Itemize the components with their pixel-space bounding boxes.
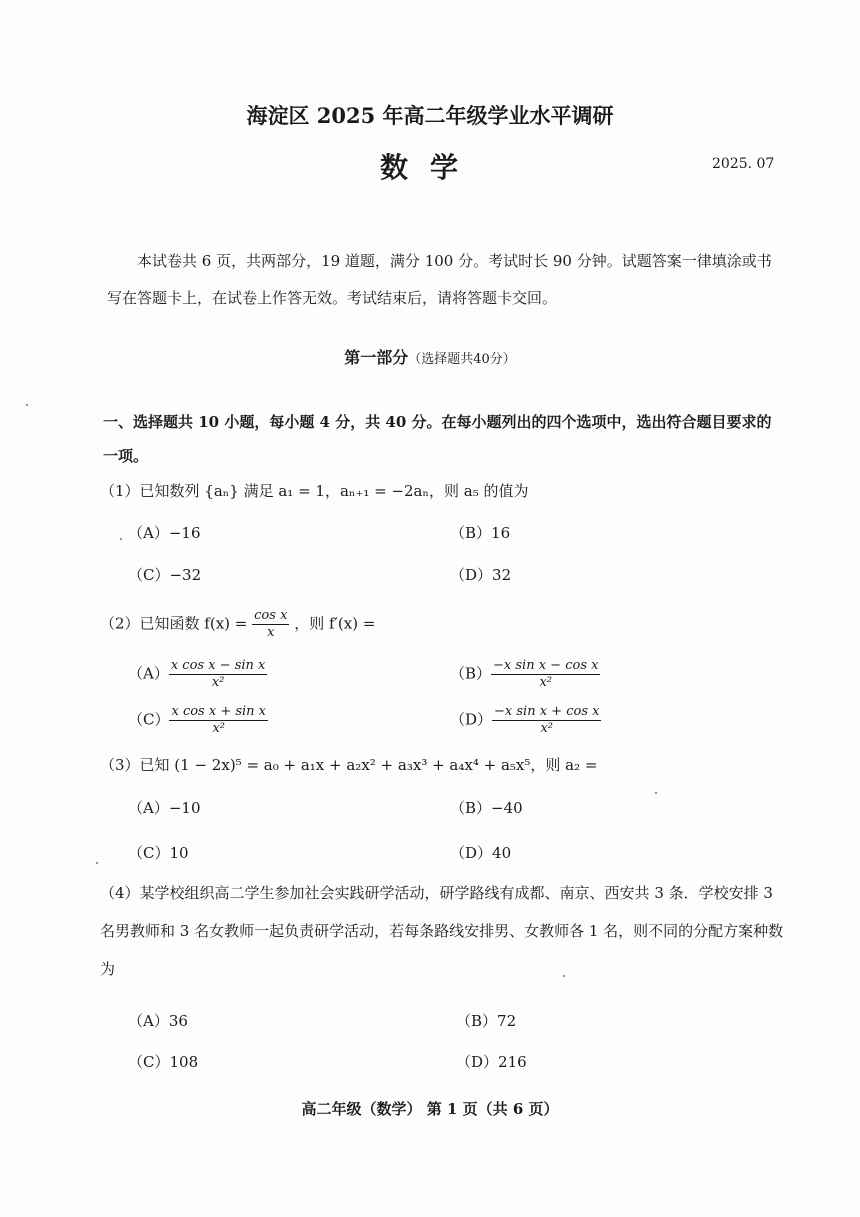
question-2-option-b	[450, 658, 600, 691]
scan-speck	[120, 538, 122, 540]
section-heading: 一、选择题共 10 小题，每小题 4 分，共 40 分。在每小题列出的四个选项中，选出符合题目要求的一项。	[103, 413, 772, 465]
option-fraction	[169, 658, 268, 691]
page-footer: 高二年级（数学） 第 1 页（共 6 页）	[301, 1100, 559, 1118]
question-1-option-c: （C）−32	[128, 566, 202, 584]
scan-speck	[96, 862, 98, 864]
exam-title: 海淀区 2025 年高二年级学业水平调研	[246, 103, 614, 128]
subject-title: 数学	[379, 151, 480, 184]
question-3-stem: （3）已知 (1 − 2x)⁵ = a₀ + a₁x + a₂x² + a₃x³ + a₄x⁴ + a₅x⁵，则 a₂ =	[100, 756, 598, 774]
scan-speck	[26, 404, 28, 406]
fraction-denominator: x²	[540, 721, 554, 736]
question-1-option-d: （D）32	[450, 566, 512, 584]
exam-instructions: 本试卷共 6 页，共两部分，19 道题，满分 100 分。考试时长 90 分钟。试题答案一律填涂或书写在答题卡上，在试卷上作答无效。考试结束后，请将答题卡交回。	[107, 252, 772, 307]
fraction-denominator: x²	[212, 721, 226, 736]
exam-date: 2025. 07	[712, 156, 775, 172]
option-fraction	[491, 658, 600, 691]
question-4-option-a: （A）36	[128, 1012, 188, 1030]
fraction-numerator: −x sin x − cos x	[493, 658, 599, 673]
question-4-option-b: （B）72	[456, 1012, 517, 1030]
option-fraction	[492, 704, 601, 737]
question-3-option-d: （D）40	[450, 844, 512, 862]
part-heading	[0, 345, 860, 368]
question-2-stem	[100, 608, 375, 641]
question-2-prefix: （2）已知函数 f(x) =	[100, 614, 248, 633]
part-note: （选择题共40分）	[408, 352, 516, 367]
question-3-option-b: （B）−40	[450, 799, 523, 817]
question-2-option-c	[128, 704, 268, 737]
fraction-denominator: x²	[539, 675, 553, 690]
scan-speck	[563, 975, 565, 977]
option-label: （A）	[128, 664, 169, 683]
question-4-option-c: （C）108	[128, 1053, 199, 1071]
scan-speck	[655, 792, 657, 794]
fraction-denominator: x	[267, 625, 275, 640]
fraction-numerator: cos x	[254, 608, 288, 623]
question-2-suffix: ，则 f′(x) =	[294, 614, 376, 633]
question-2-option-a	[128, 658, 267, 691]
question-2-option-d	[450, 704, 601, 737]
option-label: （D）	[450, 710, 493, 729]
question-3-option-c: （C）10	[128, 844, 189, 862]
question-4-option-d: （D）216	[456, 1053, 527, 1071]
fraction-numerator: x cos x + sin x	[171, 704, 267, 719]
option-label: （B）	[450, 664, 492, 683]
fraction-denominator: x²	[211, 675, 225, 690]
question-1-option-b: （B）16	[450, 524, 511, 542]
fraction-numerator: −x sin x + cos x	[494, 704, 600, 719]
option-label: （C）	[128, 710, 170, 729]
question-2-fraction	[252, 608, 289, 641]
fraction-numerator: x cos x − sin x	[170, 658, 266, 673]
question-1-stem: （1）已知数列 {aₙ} 满足 a₁ = 1，aₙ₊₁ = −2aₙ，则 a₅ 的值为	[100, 482, 529, 500]
part-title: 第一部分	[344, 348, 409, 367]
question-4-stem: （4）某学校组织高二学生参加社会实践研学活动，研学路线有成都、南京、西安共 3 条．学校安排 3 名男教师和 3 名女教师一起负责研学活动，若每条路线安排男、女教师各 1 名，则不同的分配方案种数为	[100, 884, 784, 978]
question-3-option-a: （A）−10	[128, 799, 201, 817]
question-1-option-a: （A）−16	[128, 524, 201, 542]
option-fraction	[169, 704, 268, 737]
